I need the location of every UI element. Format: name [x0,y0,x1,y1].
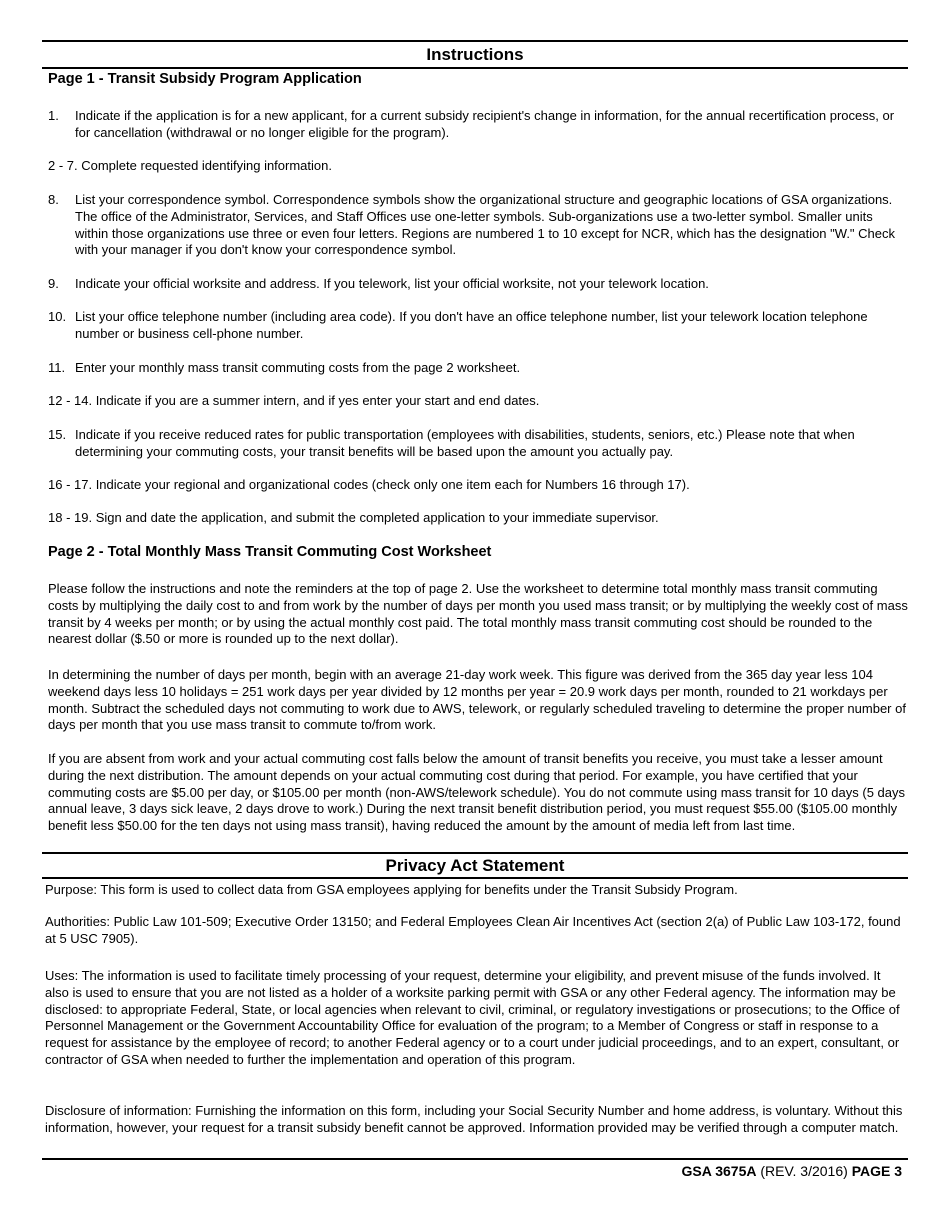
form-revision: (REV. 3/2016) [760,1163,848,1179]
item-text: Indicate if you receive reduced rates for public transportation (employees with disabilities, students, seniors, etc.) Please note that when determining your commuting costs, your transit benefits will be based upon the amount you actually pay. [75,427,855,459]
privacy-uses: Uses: The information is used to facilitate timely processing of your request, determine your eligibility, and prevent misuse of the funds involved. It also is used to ensure that you are not listed as a holder of a worksite parking permit with GSA or any other Federal agency. The information may be disclosed: to appropriate Federal, State, or local agencies when relevant to civil, criminal, or regulatory investigations or prosecutions; to the Office of Personnel Management or the Government Accountability Office for evaluation of the program; to a Member of Congress or staff in response to a request for assistance by the employee of record; to another Federal agency or to a court under judicial proceedings, and to an expert, consultant, or contractor of GSA when needed to further the implementation and operation of this program. [45,968,900,1067]
item-text: Indicate your official worksite and address. If you telework, list your official worksite, not your telework location. [75,276,709,291]
page2-paragraph-3: If you are absent from work and your actual commuting cost falls below the amount of transit benefits you receive, you must take a lesser amount during the next distribution. The amount depends on your actual commuting cost during that period. For example, you have certified that your commuting costs are $5.00 per day, or $105.00 per month (non-AWS/telework schedule). You do not commute using mass transit for 10 days (5 days annual leave, 3 days sick leave, 2 days drove to work.) During the next transit benefit distribution period, you must request $55.00 ($105.00 monthly benefit less $50.00 for the ten days not using mass transit), having reduced the amount by the amount of media left from last time. [48,751,905,834]
item-number: 8. [48,192,59,207]
item-number: 9. [48,276,59,291]
item-text: Enter your monthly mass transit commuting costs from the page 2 worksheet. [75,360,521,375]
form-footer [682,1163,903,1179]
item-number: 10. [48,309,67,324]
instruction-item-12-14: 12 - 14. Indicate if you are a summer intern, and if yes enter your start and end dates. [48,393,540,408]
page1-heading: Page 1 - Transit Subsidy Program Application [48,71,362,87]
privacy-top-rule [42,852,908,854]
page-number: PAGE 3 [851,1163,902,1179]
instructions-title: Instructions [426,45,524,64]
form-page [42,0,908,1230]
instruction-item-2-7: 2 - 7. Complete requested identifying information. [48,158,332,173]
item-text: Indicate if the application is for a new applicant, for a current subsidy recipient's change in information, for the annual recertification process, or for cancellation (withdrawal or no longer eligible for the program). [75,108,895,140]
page2-paragraph-2: In determining the number of days per month, begin with an average 21-day work week. This figure was derived from the 365 day year less 104 weekend days less 10 holidays = 251 work days per year divided by 12 months per year = 20.9 work days per month, rounded to 21 workdays per month. Subtract the scheduled days not commuting to work due to AWS, telework, or regularly scheduled traveling to determine the proper number of days per month that you use mass transit to commute to/from work. [48,667,906,733]
item-text: List your correspondence symbol. Correspondence symbols show the organizational structure and geographic locations of GSA organizations. The office of the Administrator, Services, and Staff Offices use one-letter symbols. Sub-organizations use a two-letter symbol. Smaller units within those organizations use three or even four letters. Regions are numbered 1 to 10 except for NCR, which has the designation "W." Check with your manager if you don't know your correspondence symbol. [75,192,896,258]
privacy-authorities: Authorities: Public Law 101-509; Executive Order 13150; and Federal Employees Clean Air Incentives Act (section 2(a) of Public Law 103-172, found at 5 USC 7905). [45,914,901,946]
footer-rule [42,1158,908,1160]
instruction-item-16-17: 16 - 17. Indicate your regional and organizational codes (check only one item each for Numbers 16 through 17). [48,477,690,492]
top-rule [42,40,908,42]
item-number: 11. [48,360,66,375]
instruction-item-18-19: 18 - 19. Sign and date the application, and submit the completed application to your immediate supervisor. [48,510,659,525]
item-number: 15. [48,427,67,442]
form-number: GSA 3675A [681,1163,757,1179]
page2-paragraph-1: Please follow the instructions and note the reminders at the top of page 2. Use the worksheet to determine total monthly mass transit commuting costs by multiplying the daily cost to and from work by the number of days per month you used mass transit; or by multiplying the weekly cost of mass transit by 4 weeks per month; or by using the actual monthly cost paid. The total monthly mass transit commuting cost should be rounded to the nearest dollar ($.50 or more is rounded up to the next dollar). [48,581,908,647]
instructions-rule [42,67,908,69]
privacy-rule [42,877,908,879]
item-number: 1. [48,108,59,123]
item-text: List your office telephone number (including area code). If you don't have an office telephone number, list your telework location telephone number or business cell-phone number. [75,309,868,341]
privacy-title: Privacy Act Statement [385,856,565,875]
privacy-purpose: Purpose: This form is used to collect data from GSA employees applying for benefits under the Transit Subsidy Program. [45,882,738,897]
page2-heading: Page 2 - Total Monthly Mass Transit Commuting Cost Worksheet [48,544,492,560]
privacy-disclosure: Disclosure of information: Furnishing the information on this form, including your Social Security Number and home address, is voluntary. Without this information, however, your request for a transit subsidy benefit cannot be approved. Information provided may be verified through a computer match. [45,1103,903,1135]
